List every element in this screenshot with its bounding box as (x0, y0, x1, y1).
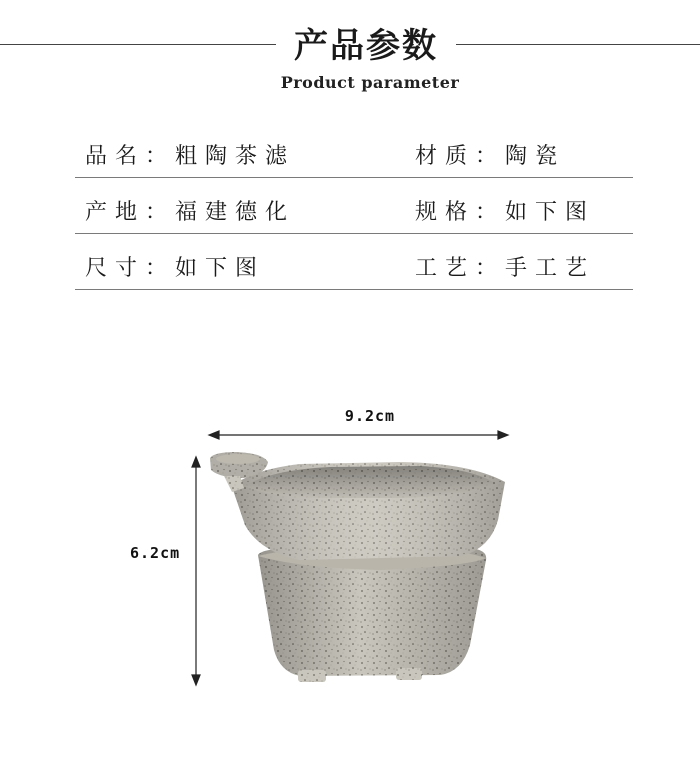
page-subtitle: Product parameter (280, 73, 460, 92)
height-dimension-arrow (192, 457, 200, 685)
width-dimension-label: 9.2cm (344, 407, 396, 425)
height-dimension-label: 6.2cm (130, 544, 181, 562)
page-title: 产品参数 (294, 26, 438, 66)
parameter-item: 材质：陶瓷 (415, 144, 566, 169)
parameter-item: 品名：粗陶茶滤 (85, 144, 296, 169)
parameter-item: 产地：福建德化 (85, 200, 296, 225)
width-dimension-arrow (209, 431, 508, 439)
upper-strainer (210, 452, 505, 560)
lower-bowl (258, 547, 486, 682)
parameter-item: 尺寸：如下图 (85, 256, 266, 281)
parameter-item: 工艺：手工艺 (415, 256, 596, 281)
parameter-item: 规格：如下图 (415, 200, 596, 225)
